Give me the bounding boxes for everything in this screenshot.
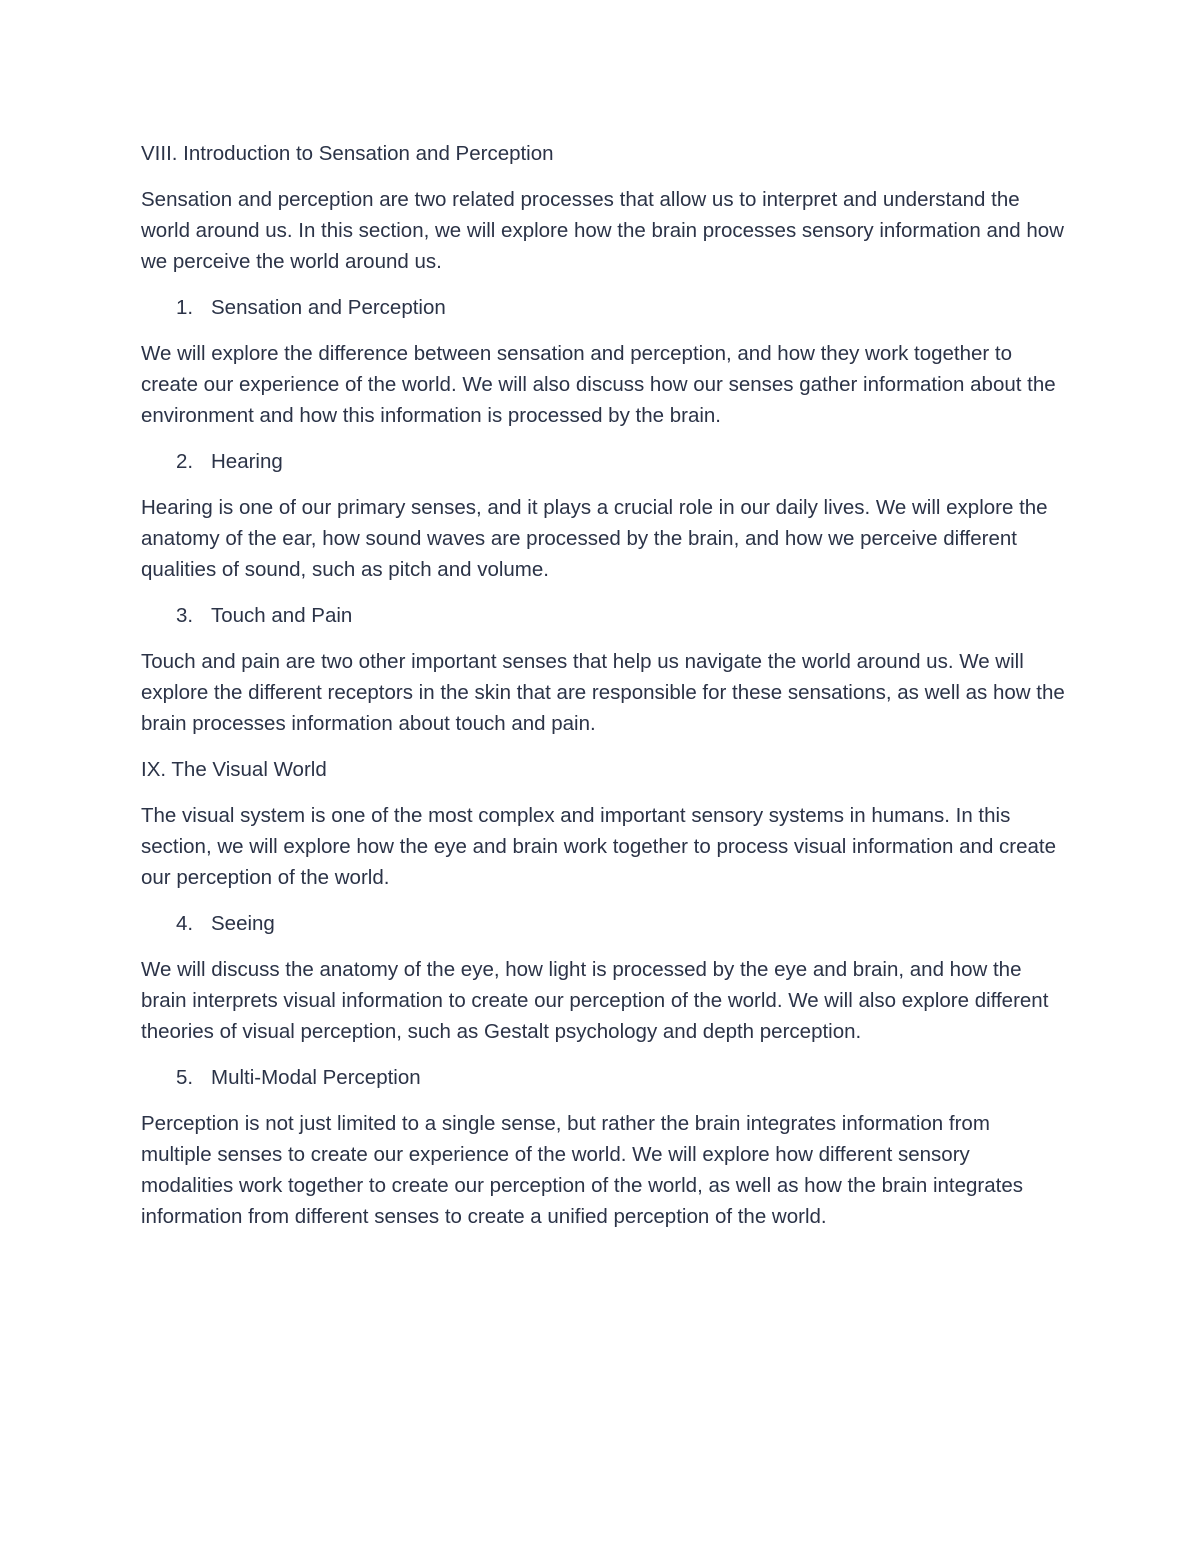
list-item-1-title: Sensation and Perception <box>211 296 446 319</box>
list-item-3-body: Touch and pain are two other important senses that help us navigate the world around us. We will explore the different receptors in the skin that are responsible for these sensations, as well as how the brain processes information about touch and pain. <box>141 650 1065 735</box>
list-item-5 <box>141 1062 1066 1093</box>
document-body <box>141 138 1066 1247</box>
list-item-2-body: Hearing is one of our primary senses, and it plays a crucial role in our daily lives. We will explore the anatomy of the ear, how sound waves are processed by the brain, and how we perceive different qualities of sound, such as pitch and volume. <box>141 496 1048 581</box>
list-item-2-number: 2. <box>176 450 194 473</box>
section-9-heading: IX. The Visual World <box>141 758 327 781</box>
list-item-5-body: Perception is not just limited to a single sense, but rather the brain integrates information from multiple senses to create our experience of the world. We will explore how different sensory modalities work together to create our perception of the world, as well as how the brain integrates information from different senses to create a unified perception of the world. <box>141 1112 1023 1228</box>
list-item-3-title: Touch and Pain <box>211 604 353 627</box>
list-item-5-number: 5. <box>176 1066 194 1089</box>
list-item-4 <box>141 908 1066 939</box>
list-item-4-number: 4. <box>176 912 194 935</box>
list-item-4-body: We will discuss the anatomy of the eye, how light is processed by the eye and brain, and how the brain interprets visual information to create our perception of the world. We will also explore different theories of visual perception, such as Gestalt psychology and depth perception. <box>141 958 1049 1043</box>
section-8-intro: Sensation and perception are two related processes that allow us to interpret and understand the world around us. In this section, we will explore how the brain processes sensory information and how we perceive the world around us. <box>141 188 1064 273</box>
list-item-4-title: Seeing <box>211 912 275 935</box>
section-8-heading: VIII. Introduction to Sensation and Perception <box>141 142 554 165</box>
list-item-1 <box>141 292 1066 323</box>
list-item-5-title: Multi-Modal Perception <box>211 1066 421 1089</box>
list-item-2-title: Hearing <box>211 450 283 473</box>
list-item-3-number: 3. <box>176 604 194 627</box>
list-item-1-number: 1. <box>176 296 194 319</box>
list-item-3 <box>141 600 1066 631</box>
list-item-2 <box>141 446 1066 477</box>
section-9-intro: The visual system is one of the most complex and important sensory systems in humans. In this section, we will explore how the eye and brain work together to process visual information and create our perception of the world. <box>141 804 1057 889</box>
list-item-1-body: We will explore the difference between sensation and perception, and how they work together to create our experience of the world. We will also discuss how our senses gather information about the environment and how this information is processed by the brain. <box>141 342 1056 427</box>
